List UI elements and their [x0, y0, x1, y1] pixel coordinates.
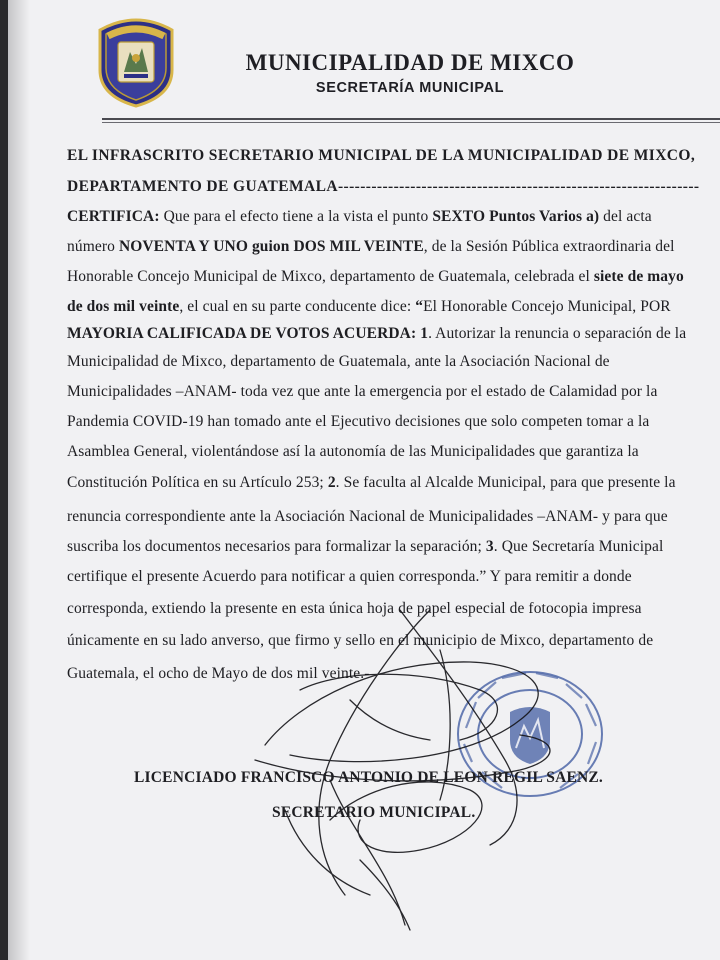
text-span: del acta	[599, 208, 652, 225]
body-line-9: Municipalidades –ANAM- toda vez que ante la emergencia por el estado de Calamidad por la	[67, 383, 658, 400]
text-span: . Se faculta al Alcalde Municipal, para que presente la	[335, 474, 676, 491]
bold-span: NOVENTA Y UNO guion DOS MIL VEINTE	[118, 238, 424, 255]
text-span: Que para el efecto tiene a la vista el punto	[159, 208, 433, 225]
bold-span: MAYORIA CALIFICADA DE VOTOS ACUERDA: 1	[67, 325, 429, 342]
text-span: Honorable Concejo Municipal de Mixco, departamento de Guatemala, celebrada el	[67, 268, 594, 285]
header-divider-thin	[102, 122, 720, 123]
page-subtitle: SECRETARÍA MUNICIPAL	[315, 80, 505, 96]
text-span: . Que Secretaría Municipal	[493, 538, 664, 555]
bold-span: 3	[485, 538, 494, 555]
page-edge-shadow	[8, 0, 30, 960]
body-line-7	[67, 325, 686, 343]
body-line-6	[67, 298, 671, 316]
bold-span: 2	[327, 474, 336, 491]
body-line-2: DEPARTAMENTO DE GUATEMALA-----------------------------------------------------------------	[67, 178, 700, 195]
signatory-name: LICENCIADO FRANCISCO ANTONIO DE LEON REGIL SAENZ.	[134, 769, 604, 786]
body-line-11: Asamblea General, violentándose así la autonomía de las Municipalidades que garantiza la	[67, 443, 639, 460]
body-line-8: Municipalidad de Mixco, departamento de Guatemala, ante la Asociación Nacional de	[67, 353, 610, 370]
body-line-16: corresponda, extiendo la presente en esta única hoja de papel especial de fotocopia impresa	[67, 600, 642, 617]
body-line-4	[67, 238, 675, 256]
body-line-10: Pandemia COVID-19 han tomado ante el Ejecutivo decisiones que solo competen tomar a la	[67, 413, 650, 430]
body-line-15: certifique el presente Acuerdo para notificar a quien corresponda.” Y para remitir a donde	[67, 568, 632, 585]
text-span: número	[67, 238, 119, 255]
page-title: MUNICIPALIDAD DE MIXCO	[245, 50, 575, 75]
bold-span: siete de mayo	[593, 268, 684, 285]
signatory-role: SECRETARIO MUNICIPAL.	[272, 804, 476, 821]
body-line-12	[67, 474, 676, 492]
body-line-3	[67, 208, 652, 226]
body-line-17: únicamente en su lado anverso, que firmo y sello en el municipio de Mixco, departamento de	[67, 632, 654, 649]
body-line-5	[67, 268, 684, 286]
text-span: suscriba los documentos necesarios para formalizar la separación;	[67, 538, 486, 555]
body-line-14	[67, 538, 663, 556]
text-span: , de la Sesión Pública extraordinaria del	[423, 238, 675, 255]
municipal-shield-logo	[94, 16, 178, 108]
body-line-1: EL INFRASCRITO SECRETARIO MUNICIPAL DE LA MUNICIPALIDAD DE MIXCO,	[67, 147, 696, 164]
body-line-18: Guatemala, el ocho de Mayo de dos mil veinte.-	[67, 665, 370, 682]
certifica-label: CERTIFICA:	[67, 208, 160, 225]
text-span: , el cual en su parte conducente dice:	[179, 298, 416, 315]
bold-span: “	[415, 298, 424, 315]
text-span: Constitución Política en su Artículo 253;	[67, 474, 328, 491]
bold-span: de dos mil veinte	[67, 298, 180, 315]
text-span: . Autorizar la renuncia o separación de la	[428, 325, 687, 342]
text-span: El Honorable Concejo Municipal, POR	[423, 298, 671, 315]
header-divider	[102, 118, 720, 120]
bold-span: SEXTO Puntos Varios a)	[432, 208, 600, 225]
body-line-13: renuncia correspondiente ante la Asociación Nacional de Municipalidades –ANAM- y para que	[67, 508, 668, 525]
